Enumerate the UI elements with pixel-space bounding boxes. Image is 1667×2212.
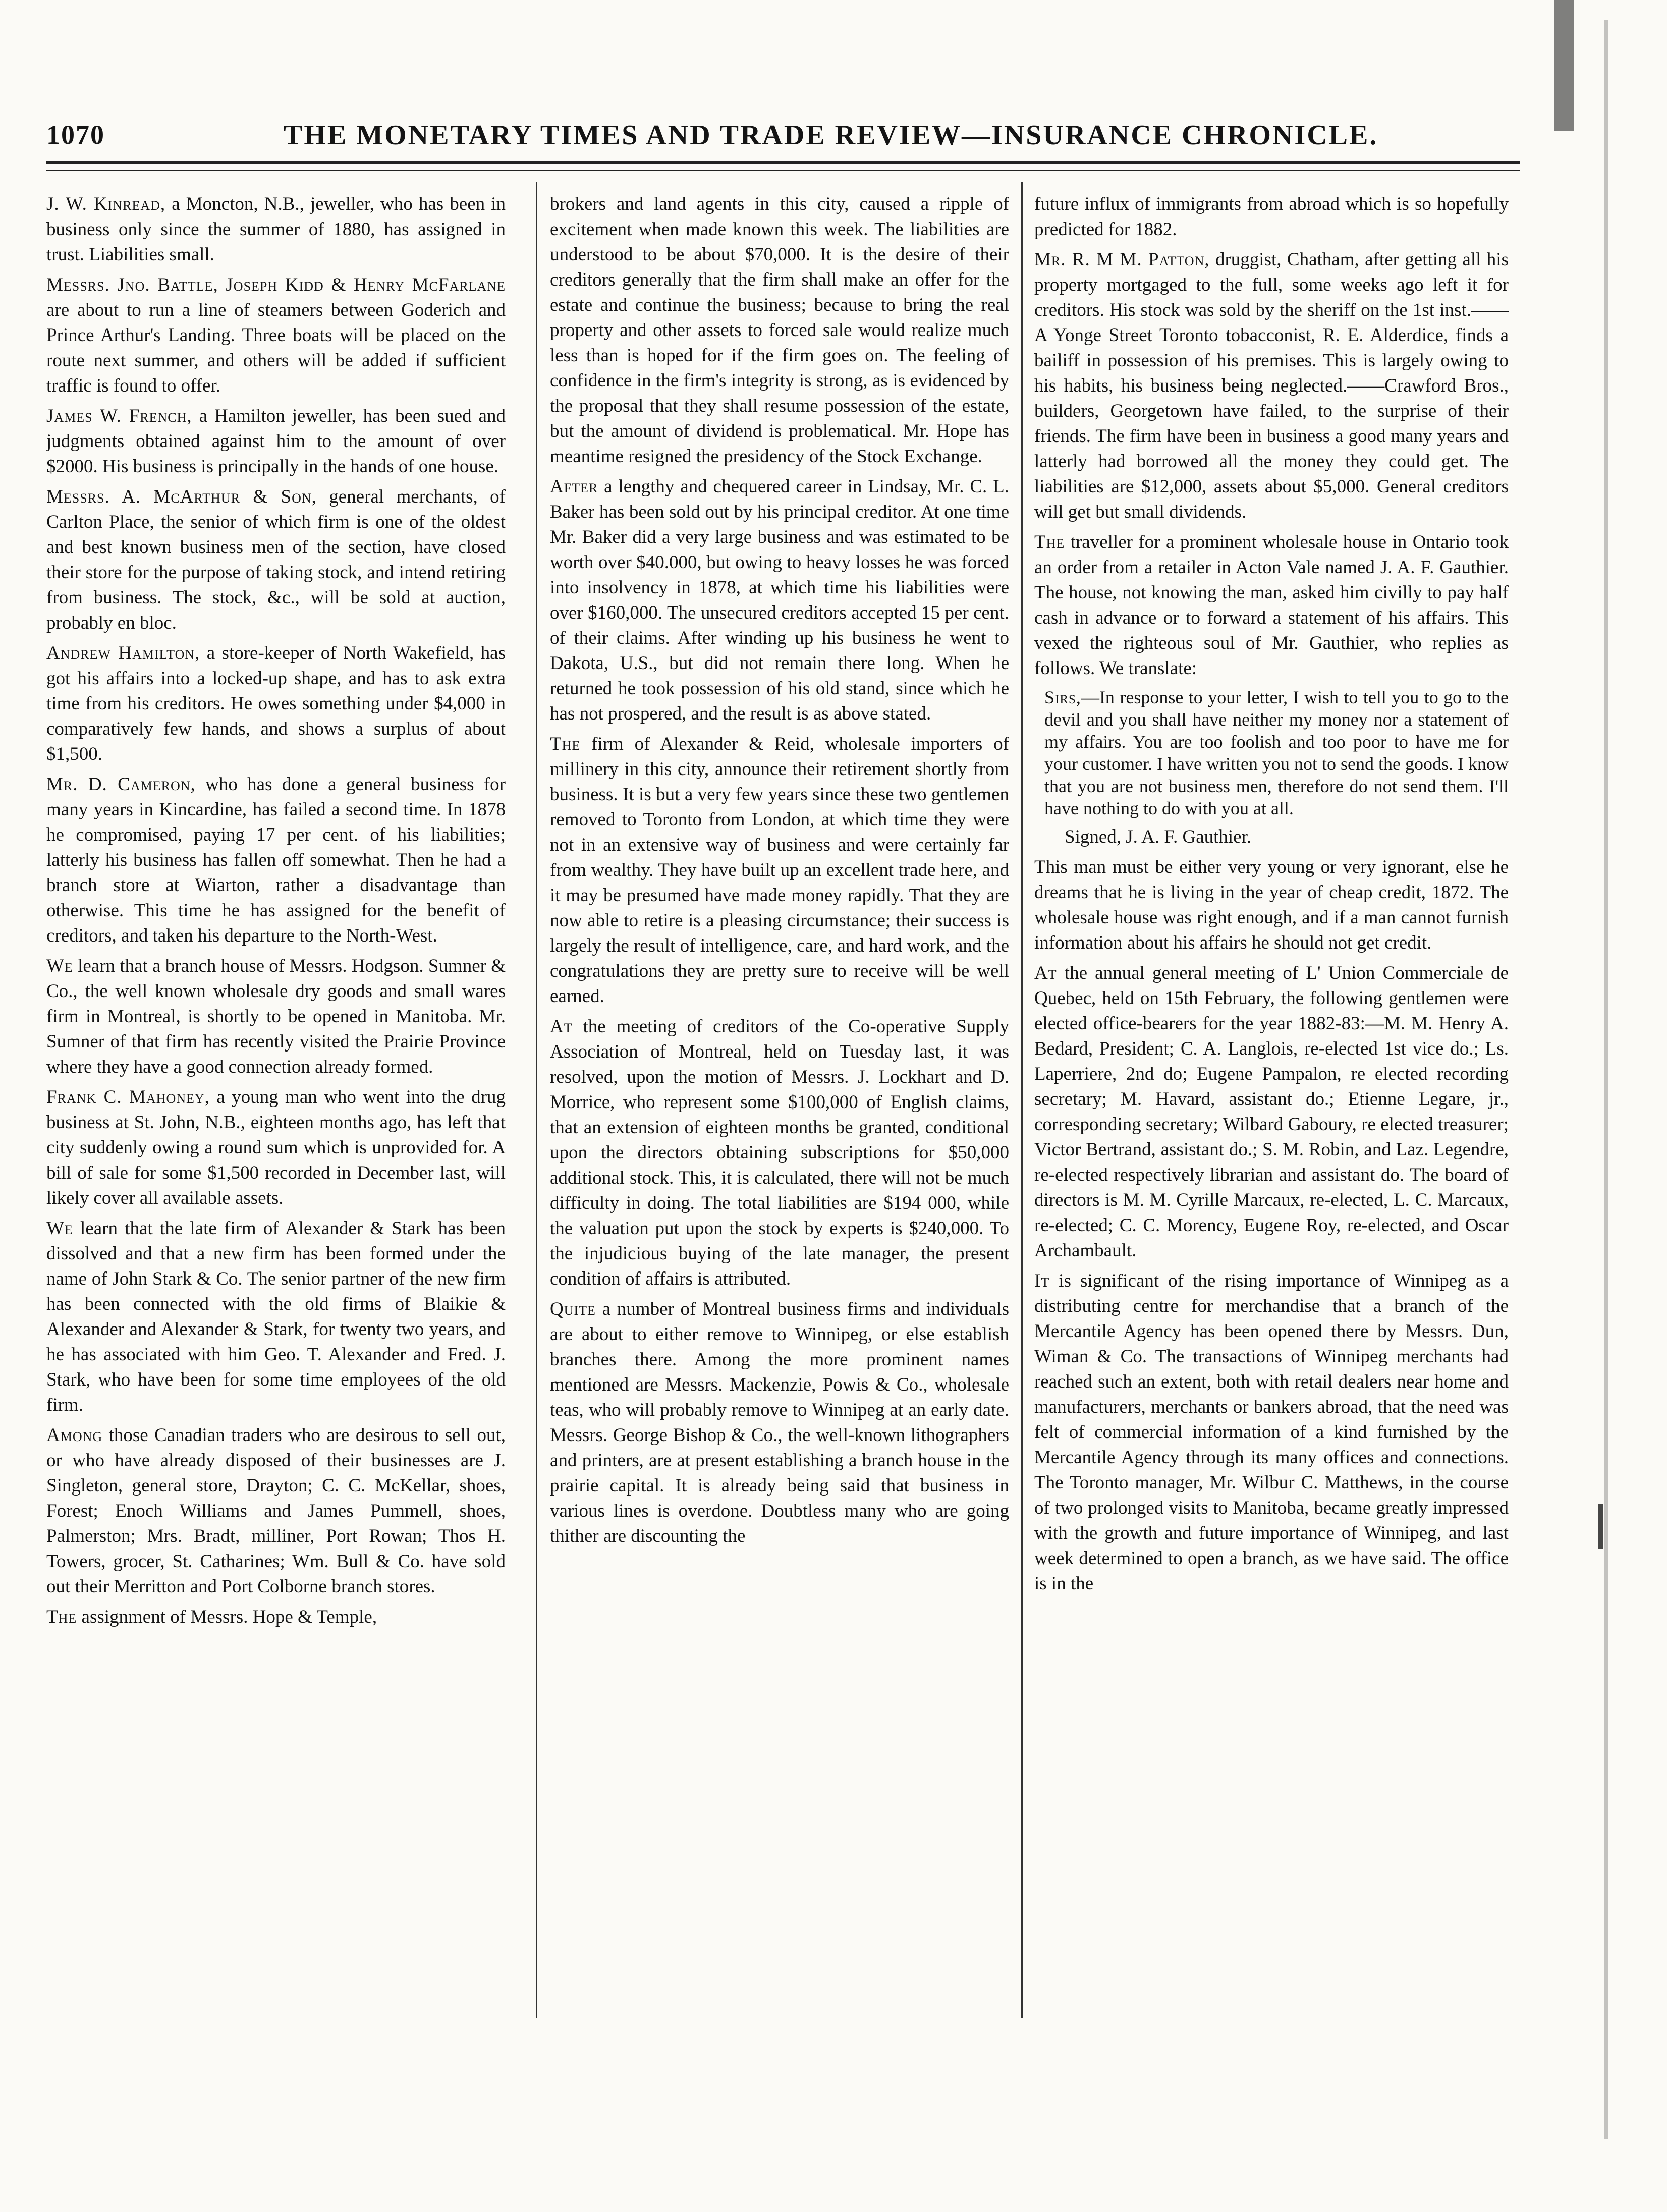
paragraph-text: a Moncton, N.B., jeweller, who has been in business only since the summer of 1880, has assigned in trust. Liabilities small. — [46, 194, 506, 265]
article-paragraph — [550, 192, 1009, 469]
paragraph-text: druggist, Chatham, after getting all his property mortgaged to the full, some weeks ago left it for creditors. His stock was sold by the sheriff on the 1st inst.——A Yonge Street Toronto tobacconist, R. E. Alderdice, finds a bailiff in possession of his premises. This is largely owing to his habits, his business being neglected.——Crawford Bros., builders, Georgetown have failed, to the surprise of their friends. The firm have been in business a good many years and latterly had borrowed all the money they could get. The liabilities are $12,000, assets about $5,000. General creditors will get but small dividends. — [1034, 249, 1509, 522]
article-paragraph — [46, 484, 506, 636]
paragraph-text: future influx of immigrants from abroad which is so hopefully predicted for 1882. — [1034, 194, 1509, 240]
header-rule — [46, 161, 1520, 164]
paragraph-lead: We — [46, 956, 73, 976]
paragraph-text: are about to run a line of steamers between Goderich and Prince Arthur's Landing. Three boats will be placed on the route next summer, and others will be added if sufficient traffic is found to offer. — [46, 300, 506, 396]
paragraph-lead: Frank C. Mahoney, — [46, 1087, 210, 1108]
paragraph-lead: James W. French, — [46, 406, 192, 426]
paragraph-lead: Mr. D. Cameron, — [46, 774, 196, 795]
paragraph-text: traveller for a prominent wholesale house in Ontario took an order from a retailer in Acton Vale named J. A. F. Gauthier. The house, not knowing the man, asked him civilly to pay half cash in advance or to forward a statement of his affairs. This vexed the righteous soul of Mr. Gauthier, who replies as follows. We translate: — [1034, 532, 1509, 679]
paragraph-text: firm of Alexander & Reid, wholesale importers of millinery in this city, announce their retirement shortly from business. It is but a very few years since these two gentlemen removed to Toronto from London, at which time they were not in an extensive way of business and were certainly far from wealthy. They have built up an excellent trade here, and it may be presumed have made money rapidly. That they are now able to retire is a pleasing circumstance; their success is largely the result of intelligence, care, and hard work, and the congratulations they are pretty sure to receive will be well earned. — [550, 734, 1009, 1007]
paragraph-lead: Among — [46, 1425, 103, 1446]
article-paragraph — [46, 1085, 506, 1211]
column-2 — [550, 192, 1009, 2008]
article-paragraph — [550, 732, 1009, 1009]
paragraph-text: learn that a branch house of Messrs. Hodgson. Sumner & Co., the well known wholesale dry goods and small wares firm in Montreal, is shortly to be opened in Manitoba. Mr. Sumner of that firm has recently visited the Prairie Province where they have a good connection already formed. — [46, 956, 506, 1077]
paragraph-lead: We — [46, 1218, 73, 1239]
paragraph-text: This man must be either very young or very ignorant, else he dreams that he is living in the year of cheap credit, 1872. The wholesale house was right enough, and if a man cannot furnish information about his affairs he should not get credit. — [1034, 857, 1509, 953]
paragraph-lead: Andrew Hamilton, — [46, 643, 200, 663]
column-divider — [1021, 182, 1023, 2018]
scan-edge-line — [1604, 20, 1608, 2139]
article-paragraph — [1044, 686, 1509, 819]
article-paragraph — [550, 1014, 1009, 1292]
paragraph-text: who has done a general business for many years in Kincardine, has failed a second time. In 1878 he compromised, paying 17 per cent. of his liabilities; latterly his business has fallen off somewhat. Then he had a branch store at Wiarton, rather a disadvantage than otherwise. This time he has assigned for the benefit of creditors, and taken his departure to the North-West. — [46, 774, 506, 946]
paragraph-lead: The — [46, 1607, 77, 1627]
article-paragraph — [1034, 192, 1509, 242]
column-divider — [536, 182, 537, 2018]
article-paragraph — [1034, 247, 1509, 525]
article-paragraph — [1034, 1268, 1509, 1596]
paragraph-lead: At — [1034, 963, 1057, 983]
paragraph-text: learn that the late firm of Alexander & Stark has been dissolved and that a new firm has been formed under the name of John Stark & Co. The senior partner of the new firm has been connected with the old firms of Blaikie & Alexander and Alexander & Stark, for twenty two years, and he has associated with him Geo. T. Alexander and Fred. J. Stark, who have been for some time employees of the old firm. — [46, 1218, 506, 1415]
paragraph-lead: Messrs. Jno. Battle, Joseph Kidd & Henry McFarlane — [46, 274, 506, 295]
scan-edge-mark — [1554, 0, 1574, 131]
article-paragraph — [46, 954, 506, 1080]
article-paragraph — [46, 192, 506, 267]
paragraph-text: general merchants, of Carlton Place, the senior of which firm is one of the oldest and best known business men of the section, have closed their store for the purpose of taking stock, and intend retiring from business. The stock, &c., will be sold at auction, probably en bloc. — [46, 486, 506, 633]
paragraph-lead: J. W. Kinread, — [46, 194, 166, 214]
paragraph-lead: The — [1034, 532, 1065, 552]
page-number: 1070 — [46, 120, 105, 150]
paragraph-text: —In response to your letter, I wish to tell you to go to the devil and you shall have neither my money nor a statement of my affairs. You are too foolish and too poor to have me for your customer. I have written you not to send the goods. I know that you are not business men, therefore do not send them. I'll have nothing to do with you at all. — [1044, 687, 1509, 818]
article-paragraph — [1034, 961, 1509, 1263]
page-title: THE MONETARY TIMES AND TRADE REVIEW—INSURANCE CHRONICLE. — [284, 120, 1378, 151]
article-paragraph — [46, 1216, 506, 1418]
paragraph-lead: Mr. R. M M. Patton, — [1034, 249, 1210, 270]
column-1 — [46, 192, 506, 2008]
paragraph-text: the annual general meeting of L' Union Commerciale de Quebec, held on 15th February, the following gentlemen were elected office-bearers for the year 1882-83:—M. M. Henry A. Bedard, President; C. A. Langlois, re-elected 1st vice do.; Ls. Laperriere, 2nd do; Eugene Pampalon, re elected recording secretary; M. Havard, assistant do.; Etienne Legare, jr., corresponding secretary; Wilbard Gaboury, re elected treasurer; Victor Bertrand, assistant do.; S. M. Robin, and Laz. Legendre, re-elected respectively librarian and assistant do. The board of directors is M. M. Cyrille Marcaux, re-elected, L. C. Marcaux, re-elected; C. C. Morency, Eugene Roy, re-elected, and Oscar Archambault. — [1034, 963, 1509, 1261]
article-paragraph — [550, 1297, 1009, 1549]
column-3 — [1034, 192, 1509, 2008]
article-paragraph — [550, 474, 1009, 727]
paragraph-lead: Quite — [550, 1299, 596, 1319]
article-paragraph — [46, 641, 506, 767]
paragraph-text: a store-keeper of North Wakefield, has got his affairs into a locked-up shape, and has to ask extra time from his creditors. He owes something under $4,000 in comparatively few hands, and shows a surplus of about $1,500. — [46, 643, 506, 764]
paragraph-text: a young man who went into the drug business at St. John, N.B., eighteen months ago, has left that city suddenly owing a round sum which is unprovided for. A bill of sale for some $1,500 recorded in December last, will likely cover all available assets. — [46, 1087, 506, 1208]
header-rule-thin — [46, 170, 1520, 171]
paragraph-lead: At — [550, 1016, 573, 1037]
article-paragraph — [46, 404, 506, 479]
article-paragraph — [1034, 855, 1509, 956]
paragraph-text: is significant of the rising importance of Winnipeg as a distributing centre for merchandise that a branch of the Mercantile Agency has been opened there by Messrs. Dun, Wiman & Co. The transactions of Winnipeg merchants had reached such an extent, both with retail dealers near home and manufacturers, merchants or bankers abroad, that the need was felt of commercial information of a kind furnished by the Mercantile Agency through its many offices and connections. The Toronto manager, Mr. Wilbur C. Matthews, in the course of two prolonged visits to Manitoba, became greatly impressed with the growth and future importance of Winnipeg, and last week determined to open a branch, as we have said. The office is in the — [1034, 1270, 1509, 1594]
paragraph-text: a lengthy and chequered career in Lindsay, Mr. C. L. Baker has been sold out by his principal creditor. At one time Mr. Baker did a very large business and was estimated to be worth over $40.000, but owing to heavy losses he was forced into insolvency in 1878, at which time his liabilities were over $160,000. The unsecured creditors accepted 15 per cent. of their claims. After winding up his business he went to Dakota, U.S., but did not remain there long. When he returned he took possession of his old stand, since which he has not prospered, and the result is as above stated. — [550, 476, 1009, 724]
article-paragraph — [46, 1605, 506, 1630]
article-paragraph — [1034, 824, 1509, 850]
paragraph-text: assignment of Messrs. Hope & Temple, — [77, 1607, 377, 1627]
paragraph-text: the meeting of creditors of the Co-operative Supply Association of Montreal, held on Tuesday last, it was resolved, upon the motion of Messrs. J. Lockhart and D. Morrice, who represent some $100,000 of English claims, that an extension of eighteen months be granted, conditional upon the directors obtaining subscriptions for $50,000 additional stock. This, it is calculated, there will not be much difficulty in doing. The total liabilities are $194 000, while the valuation put upon the stock by experts is $240,000. To the injudicious buying of the late manager, the present condition of affairs is attributed. — [550, 1016, 1009, 1289]
paragraph-text: Signed, J. A. F. Gauthier. — [1065, 826, 1252, 847]
scan-edge-mark — [1598, 1504, 1603, 1549]
paragraph-lead: Sirs, — [1044, 687, 1081, 707]
article-paragraph — [46, 772, 506, 949]
paragraph-text: a number of Montreal business firms and individuals are about to either remove to Winnipeg, or else establish branches there. Among the more prominent names mentioned are Messrs. Mackenzie, Powis & Co., wholesale teas, who will probably remove to Winnipeg at an early date. Messrs. George Bishop & Co., the well-known lithographers and printers, are at present establishing a branch house in the prairie capital. It is already being said that business in various lines is overdone. Doubtless many who are going thither are discounting the — [550, 1299, 1009, 1546]
paragraph-lead: Messrs. A. McArthur & Son, — [46, 486, 317, 507]
paragraph-text: those Canadian traders who are desirous to sell out, or who have already disposed of their businesses are J. Singleton, general store, Drayton; C. C. McKellar, shoes, Forest; Enoch Williams and James Pummell, shoes, Palmerston; Mrs. Bradt, milliner, Port Rowan; Thos H. Towers, grocer, St. Catharines; Wm. Bull & Co. have sold out their Merritton and Port Colborne branch stores. — [46, 1425, 506, 1597]
paragraph-lead: After — [550, 476, 598, 497]
article-paragraph — [1034, 530, 1509, 681]
paragraph-text: brokers and land agents in this city, caused a ripple of excitement when made known this week. The liabilities are understood to be about $70,000. It is the desire of their creditors generally that the firm shall make an offer for the estate and continue the business; because to bring the real property and other assets to forced sale would realize much less than is hoped for if the firm goes on. The feeling of confidence in the firm's integrity is strong, as is evidenced by the proposal that they shall resume possession of the estate, but the amount of dividend is problematical. Mr. Hope has meantime resigned the presidency of the Stock Exchange. — [550, 194, 1009, 467]
article-paragraph — [46, 272, 506, 399]
paragraph-text: a Hamilton jeweller, has been sued and judgments obtained against him to the amount of over $2000. His business is principally in the hands of one house. — [46, 406, 506, 477]
article-paragraph — [46, 1423, 506, 1599]
paragraph-lead: It — [1034, 1270, 1050, 1291]
page-header — [46, 119, 1520, 159]
paragraph-lead: The — [550, 734, 581, 754]
